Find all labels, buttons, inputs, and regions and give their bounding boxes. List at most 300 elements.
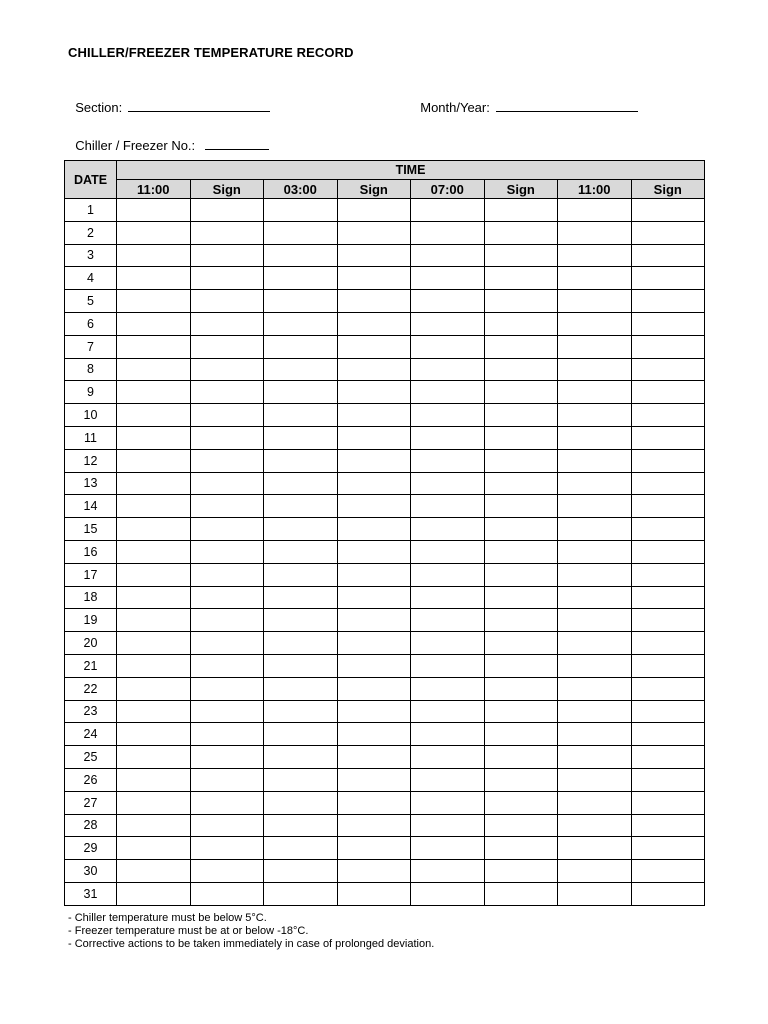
temperature-entry-cell[interactable]	[558, 221, 632, 244]
table-row	[65, 312, 705, 335]
date-cell: 24	[65, 723, 117, 746]
temperature-entry-cell[interactable]	[411, 563, 485, 586]
sign-entry-cell[interactable]	[337, 426, 411, 449]
temperature-entry-cell[interactable]	[411, 244, 485, 267]
sign-entry-cell[interactable]	[484, 563, 558, 586]
sign-entry-cell[interactable]	[337, 677, 411, 700]
sign-entry-cell[interactable]	[484, 290, 558, 313]
temperature-entry-cell[interactable]	[264, 518, 338, 541]
sign-entry-cell[interactable]	[337, 746, 411, 769]
sign-entry-cell[interactable]	[190, 495, 264, 518]
temperature-entry-cell[interactable]	[264, 746, 338, 769]
temperature-entry-cell[interactable]	[117, 312, 191, 335]
temperature-entry-cell[interactable]	[411, 586, 485, 609]
temperature-entry-cell[interactable]	[558, 199, 632, 222]
sign-entry-cell[interactable]	[484, 221, 558, 244]
temperature-entry-cell[interactable]	[411, 700, 485, 723]
sign-entry-cell[interactable]	[484, 381, 558, 404]
temperature-entry-cell[interactable]	[264, 290, 338, 313]
temperature-entry-cell[interactable]	[558, 267, 632, 290]
sign-entry-cell[interactable]	[631, 267, 705, 290]
temperature-entry-cell[interactable]	[558, 609, 632, 632]
temperature-entry-cell[interactable]	[264, 426, 338, 449]
temperature-entry-cell[interactable]	[264, 221, 338, 244]
temperature-entry-cell[interactable]	[411, 495, 485, 518]
temperature-entry-cell[interactable]	[117, 335, 191, 358]
temperature-entry-cell[interactable]	[558, 677, 632, 700]
date-cell: 22	[65, 677, 117, 700]
temperature-entry-cell[interactable]	[411, 677, 485, 700]
temperature-entry-cell[interactable]	[411, 860, 485, 883]
sign-column-header: Sign	[484, 180, 558, 199]
temperature-entry-cell[interactable]	[558, 426, 632, 449]
sign-entry-cell[interactable]	[631, 518, 705, 541]
temperature-entry-cell[interactable]	[264, 677, 338, 700]
temperature-entry-cell[interactable]	[558, 860, 632, 883]
sign-entry-cell[interactable]	[337, 221, 411, 244]
temperature-entry-cell[interactable]	[117, 586, 191, 609]
sign-entry-cell[interactable]	[190, 472, 264, 495]
temperature-entry-cell[interactable]	[264, 632, 338, 655]
sign-entry-cell[interactable]	[631, 837, 705, 860]
temperature-entry-cell[interactable]	[264, 700, 338, 723]
temperature-entry-cell[interactable]	[558, 723, 632, 746]
sign-entry-cell[interactable]	[484, 632, 558, 655]
sign-entry-cell[interactable]	[190, 221, 264, 244]
sign-entry-cell[interactable]	[190, 677, 264, 700]
sign-entry-cell[interactable]	[337, 199, 411, 222]
temperature-entry-cell[interactable]	[264, 609, 338, 632]
temperature-entry-cell[interactable]	[558, 814, 632, 837]
sign-entry-cell[interactable]	[337, 837, 411, 860]
temperature-entry-cell[interactable]	[558, 791, 632, 814]
temperature-entry-cell[interactable]	[558, 540, 632, 563]
temperature-entry-cell[interactable]	[558, 472, 632, 495]
temperature-entry-cell[interactable]	[411, 358, 485, 381]
sign-entry-cell[interactable]	[484, 199, 558, 222]
sign-entry-cell[interactable]	[337, 768, 411, 791]
temperature-entry-cell[interactable]	[117, 221, 191, 244]
time-column-header: 07:00	[411, 180, 485, 199]
date-cell: 26	[65, 768, 117, 791]
temperature-entry-cell[interactable]	[411, 746, 485, 769]
temperature-entry-cell[interactable]	[117, 814, 191, 837]
temperature-entry-cell[interactable]	[117, 768, 191, 791]
sign-entry-cell[interactable]	[190, 358, 264, 381]
temperature-entry-cell[interactable]	[558, 449, 632, 472]
sign-entry-cell[interactable]	[484, 654, 558, 677]
sign-entry-cell[interactable]	[484, 426, 558, 449]
temperature-entry-cell[interactable]	[117, 290, 191, 313]
sign-entry-cell[interactable]	[190, 426, 264, 449]
temperature-entry-cell[interactable]	[264, 472, 338, 495]
sign-entry-cell[interactable]	[631, 199, 705, 222]
temperature-entry-cell[interactable]	[264, 882, 338, 905]
sign-entry-cell[interactable]	[190, 449, 264, 472]
temperature-entry-cell[interactable]	[117, 244, 191, 267]
time-group-header: TIME	[117, 161, 705, 180]
sign-entry-cell[interactable]	[631, 746, 705, 769]
table-row	[65, 700, 705, 723]
sign-entry-cell[interactable]	[484, 723, 558, 746]
sign-entry-cell[interactable]	[484, 449, 558, 472]
temperature-entry-cell[interactable]	[264, 791, 338, 814]
temperature-entry-cell[interactable]	[411, 632, 485, 655]
sign-entry-cell[interactable]	[631, 312, 705, 335]
sign-entry-cell[interactable]	[484, 837, 558, 860]
sign-entry-cell[interactable]	[337, 381, 411, 404]
temperature-entry-cell[interactable]	[411, 221, 485, 244]
temperature-entry-cell[interactable]	[411, 723, 485, 746]
sign-entry-cell[interactable]	[337, 495, 411, 518]
sign-entry-cell[interactable]	[337, 472, 411, 495]
sign-entry-cell[interactable]	[190, 335, 264, 358]
temperature-entry-cell[interactable]	[558, 837, 632, 860]
sign-entry-cell[interactable]	[631, 358, 705, 381]
temperature-entry-cell[interactable]	[558, 563, 632, 586]
temperature-entry-cell[interactable]	[411, 518, 485, 541]
sign-entry-cell[interactable]	[190, 791, 264, 814]
temperature-entry-cell[interactable]	[117, 381, 191, 404]
sign-entry-cell[interactable]	[631, 791, 705, 814]
sign-entry-cell[interactable]	[190, 837, 264, 860]
sign-entry-cell[interactable]	[631, 404, 705, 427]
date-cell: 17	[65, 563, 117, 586]
sign-entry-cell[interactable]	[190, 860, 264, 883]
sign-entry-cell[interactable]	[631, 723, 705, 746]
month-year-label: Month/Year:	[420, 100, 490, 115]
sign-entry-cell[interactable]	[337, 244, 411, 267]
sign-entry-cell[interactable]	[631, 244, 705, 267]
sign-entry-cell[interactable]	[484, 540, 558, 563]
temperature-entry-cell[interactable]	[117, 563, 191, 586]
temperature-entry-cell[interactable]	[558, 381, 632, 404]
temperature-entry-cell[interactable]	[264, 768, 338, 791]
temperature-entry-cell[interactable]	[558, 495, 632, 518]
sign-entry-cell[interactable]	[337, 449, 411, 472]
sign-entry-cell[interactable]	[190, 381, 264, 404]
sign-entry-cell[interactable]	[484, 404, 558, 427]
temperature-entry-cell[interactable]	[411, 791, 485, 814]
sign-entry-cell[interactable]	[484, 244, 558, 267]
sign-entry-cell[interactable]	[631, 563, 705, 586]
temperature-entry-cell[interactable]	[411, 654, 485, 677]
temperature-entry-cell[interactable]	[411, 335, 485, 358]
sign-entry-cell[interactable]	[484, 814, 558, 837]
sign-entry-cell[interactable]	[337, 860, 411, 883]
temperature-entry-cell[interactable]	[558, 654, 632, 677]
note-line: - Freezer temperature must be at or below -18°C.	[68, 925, 309, 937]
table-row	[65, 404, 705, 427]
temperature-entry-cell[interactable]	[264, 814, 338, 837]
temperature-entry-cell[interactable]	[411, 837, 485, 860]
temperature-entry-cell[interactable]	[411, 814, 485, 837]
date-cell: 3	[65, 244, 117, 267]
sign-entry-cell[interactable]	[484, 700, 558, 723]
sign-entry-cell[interactable]	[337, 312, 411, 335]
sign-entry-cell[interactable]	[484, 677, 558, 700]
temperature-entry-cell[interactable]	[264, 335, 338, 358]
date-cell: 16	[65, 540, 117, 563]
sign-entry-cell[interactable]	[484, 267, 558, 290]
temperature-entry-cell[interactable]	[117, 267, 191, 290]
temperature-entry-cell[interactable]	[411, 609, 485, 632]
temperature-entry-cell[interactable]	[411, 381, 485, 404]
sign-entry-cell[interactable]	[484, 495, 558, 518]
temperature-entry-cell[interactable]	[117, 654, 191, 677]
date-column-header: DATE	[65, 161, 117, 199]
temperature-entry-cell[interactable]	[264, 449, 338, 472]
sign-entry-cell[interactable]	[190, 563, 264, 586]
date-cell: 23	[65, 700, 117, 723]
sign-entry-cell[interactable]	[190, 404, 264, 427]
document-title: CHILLER/FREEZER TEMPERATURE RECORD	[68, 45, 354, 60]
sign-entry-cell[interactable]	[190, 700, 264, 723]
sign-entry-cell[interactable]	[190, 199, 264, 222]
sign-entry-cell[interactable]	[190, 768, 264, 791]
sign-entry-cell[interactable]	[337, 267, 411, 290]
temperature-entry-cell[interactable]	[117, 632, 191, 655]
sign-entry-cell[interactable]	[631, 381, 705, 404]
sign-entry-cell[interactable]	[337, 518, 411, 541]
sign-entry-cell[interactable]	[484, 312, 558, 335]
temperature-entry-cell[interactable]	[264, 199, 338, 222]
date-cell: 21	[65, 654, 117, 677]
sign-entry-cell[interactable]	[190, 654, 264, 677]
sign-entry-cell[interactable]	[484, 746, 558, 769]
temperature-entry-cell[interactable]	[117, 791, 191, 814]
sign-entry-cell[interactable]	[190, 312, 264, 335]
table-row	[65, 495, 705, 518]
sign-entry-cell[interactable]	[631, 860, 705, 883]
temperature-entry-cell[interactable]	[558, 632, 632, 655]
sign-column-header: Sign	[190, 180, 264, 199]
sign-entry-cell[interactable]	[484, 609, 558, 632]
time-column-header: 11:00	[558, 180, 632, 199]
temperature-entry-cell[interactable]	[411, 312, 485, 335]
sign-entry-cell[interactable]	[190, 814, 264, 837]
notes-section	[68, 912, 434, 951]
temperature-entry-cell[interactable]	[411, 449, 485, 472]
sign-entry-cell[interactable]	[631, 449, 705, 472]
sign-entry-cell[interactable]	[190, 518, 264, 541]
sign-entry-cell[interactable]	[337, 609, 411, 632]
temperature-entry-cell[interactable]	[117, 723, 191, 746]
sign-entry-cell[interactable]	[337, 723, 411, 746]
temperature-entry-cell[interactable]	[117, 404, 191, 427]
temperature-entry-cell[interactable]	[558, 586, 632, 609]
sign-entry-cell[interactable]	[190, 586, 264, 609]
sign-entry-cell[interactable]	[190, 540, 264, 563]
unit-number-blank-line[interactable]	[205, 138, 269, 150]
table-row	[65, 540, 705, 563]
table-row	[65, 882, 705, 905]
temperature-entry-cell[interactable]	[411, 404, 485, 427]
temperature-entry-cell[interactable]	[264, 860, 338, 883]
temperature-entry-cell[interactable]	[411, 768, 485, 791]
time-column-header: 03:00	[264, 180, 338, 199]
temperature-entry-cell[interactable]	[264, 837, 338, 860]
temperature-entry-cell[interactable]	[411, 540, 485, 563]
table-row	[65, 426, 705, 449]
temperature-entry-cell[interactable]	[411, 267, 485, 290]
sign-entry-cell[interactable]	[190, 267, 264, 290]
sign-entry-cell[interactable]	[337, 814, 411, 837]
sign-entry-cell[interactable]	[337, 791, 411, 814]
sign-entry-cell[interactable]	[337, 654, 411, 677]
temperature-entry-cell[interactable]	[411, 199, 485, 222]
temperature-entry-cell[interactable]	[411, 882, 485, 905]
table-row	[65, 472, 705, 495]
temperature-entry-cell[interactable]	[558, 244, 632, 267]
temperature-entry-cell[interactable]	[117, 472, 191, 495]
temperature-entry-cell[interactable]	[411, 472, 485, 495]
sign-entry-cell[interactable]	[631, 586, 705, 609]
table-row	[65, 791, 705, 814]
temperature-entry-cell[interactable]	[117, 609, 191, 632]
temperature-entry-cell[interactable]	[117, 746, 191, 769]
sign-entry-cell[interactable]	[631, 677, 705, 700]
temperature-entry-cell[interactable]	[264, 495, 338, 518]
sign-entry-cell[interactable]	[484, 860, 558, 883]
sign-entry-cell[interactable]	[190, 882, 264, 905]
temperature-entry-cell[interactable]	[264, 586, 338, 609]
sign-entry-cell[interactable]	[631, 632, 705, 655]
temperature-entry-cell[interactable]	[558, 768, 632, 791]
table-row	[65, 381, 705, 404]
unit-number-label: Chiller / Freezer No.:	[75, 138, 196, 153]
sign-entry-cell[interactable]	[631, 882, 705, 905]
temperature-entry-cell[interactable]	[264, 312, 338, 335]
temperature-entry-cell[interactable]	[264, 244, 338, 267]
date-cell: 7	[65, 335, 117, 358]
temperature-entry-cell[interactable]	[264, 267, 338, 290]
temperature-entry-cell[interactable]	[264, 381, 338, 404]
sign-entry-cell[interactable]	[337, 700, 411, 723]
sign-entry-cell[interactable]	[484, 335, 558, 358]
date-cell: 27	[65, 791, 117, 814]
section-blank-line[interactable]	[128, 100, 270, 112]
temperature-entry-cell[interactable]	[264, 358, 338, 381]
temperature-entry-cell[interactable]	[117, 449, 191, 472]
table-row	[65, 746, 705, 769]
temperature-entry-cell[interactable]	[264, 404, 338, 427]
sign-entry-cell[interactable]	[631, 472, 705, 495]
sign-entry-cell[interactable]	[337, 335, 411, 358]
temperature-entry-cell[interactable]	[558, 746, 632, 769]
sign-entry-cell[interactable]	[484, 472, 558, 495]
sign-entry-cell[interactable]	[631, 814, 705, 837]
sign-entry-cell[interactable]	[484, 586, 558, 609]
unit-number-field	[68, 123, 269, 153]
table-row	[65, 723, 705, 746]
sign-entry-cell[interactable]	[337, 404, 411, 427]
temperature-entry-cell[interactable]	[558, 290, 632, 313]
sign-entry-cell[interactable]	[337, 632, 411, 655]
temperature-entry-cell[interactable]	[117, 700, 191, 723]
temperature-entry-cell[interactable]	[558, 700, 632, 723]
temperature-entry-cell[interactable]	[117, 199, 191, 222]
sign-entry-cell[interactable]	[484, 882, 558, 905]
month-year-field	[413, 85, 638, 115]
sign-entry-cell[interactable]	[337, 358, 411, 381]
sign-entry-cell[interactable]	[337, 290, 411, 313]
temperature-entry-cell[interactable]	[117, 495, 191, 518]
date-cell: 2	[65, 221, 117, 244]
temperature-entry-cell[interactable]	[117, 426, 191, 449]
sub-header-row	[65, 180, 705, 199]
sign-entry-cell[interactable]	[631, 335, 705, 358]
temperature-entry-cell[interactable]	[411, 290, 485, 313]
sign-entry-cell[interactable]	[631, 768, 705, 791]
date-cell: 1	[65, 199, 117, 222]
temperature-entry-cell[interactable]	[117, 882, 191, 905]
sign-entry-cell[interactable]	[337, 586, 411, 609]
sign-entry-cell[interactable]	[190, 723, 264, 746]
temperature-entry-cell[interactable]	[558, 882, 632, 905]
sign-entry-cell[interactable]	[484, 768, 558, 791]
sign-entry-cell[interactable]	[631, 609, 705, 632]
date-cell: 25	[65, 746, 117, 769]
temperature-entry-cell[interactable]	[558, 312, 632, 335]
table-row	[65, 654, 705, 677]
table-row	[65, 814, 705, 837]
table-row	[65, 518, 705, 541]
temperature-entry-cell[interactable]	[264, 723, 338, 746]
temperature-entry-cell[interactable]	[117, 540, 191, 563]
sign-entry-cell[interactable]	[484, 791, 558, 814]
record-body	[65, 199, 705, 906]
sign-entry-cell[interactable]	[631, 290, 705, 313]
temperature-entry-cell[interactable]	[264, 563, 338, 586]
month-year-blank-line[interactable]	[496, 100, 638, 112]
sign-entry-cell[interactable]	[337, 882, 411, 905]
temperature-entry-cell[interactable]	[117, 358, 191, 381]
sign-entry-cell[interactable]	[631, 495, 705, 518]
sign-column-header: Sign	[631, 180, 705, 199]
date-cell: 14	[65, 495, 117, 518]
sign-entry-cell[interactable]	[631, 540, 705, 563]
sign-entry-cell[interactable]	[631, 221, 705, 244]
temperature-entry-cell[interactable]	[117, 518, 191, 541]
temperature-entry-cell[interactable]	[264, 654, 338, 677]
temperature-entry-cell[interactable]	[558, 335, 632, 358]
sign-entry-cell[interactable]	[190, 632, 264, 655]
sign-entry-cell[interactable]	[631, 700, 705, 723]
temperature-entry-cell[interactable]	[411, 426, 485, 449]
sign-entry-cell[interactable]	[337, 540, 411, 563]
temperature-entry-cell[interactable]	[558, 404, 632, 427]
sign-entry-cell[interactable]	[190, 746, 264, 769]
temperature-entry-cell[interactable]	[264, 540, 338, 563]
temperature-entry-cell[interactable]	[558, 358, 632, 381]
sign-entry-cell[interactable]	[631, 654, 705, 677]
temperature-entry-cell[interactable]	[117, 677, 191, 700]
sign-entry-cell[interactable]	[190, 609, 264, 632]
sign-entry-cell[interactable]	[337, 563, 411, 586]
section-field	[68, 85, 270, 115]
sign-entry-cell[interactable]	[190, 290, 264, 313]
temperature-entry-cell[interactable]	[117, 860, 191, 883]
sign-entry-cell[interactable]	[190, 244, 264, 267]
temperature-entry-cell[interactable]	[117, 837, 191, 860]
date-cell: 11	[65, 426, 117, 449]
date-cell: 31	[65, 882, 117, 905]
sign-entry-cell[interactable]	[631, 426, 705, 449]
sign-entry-cell[interactable]	[484, 358, 558, 381]
temperature-entry-cell[interactable]	[558, 518, 632, 541]
sign-entry-cell[interactable]	[484, 518, 558, 541]
